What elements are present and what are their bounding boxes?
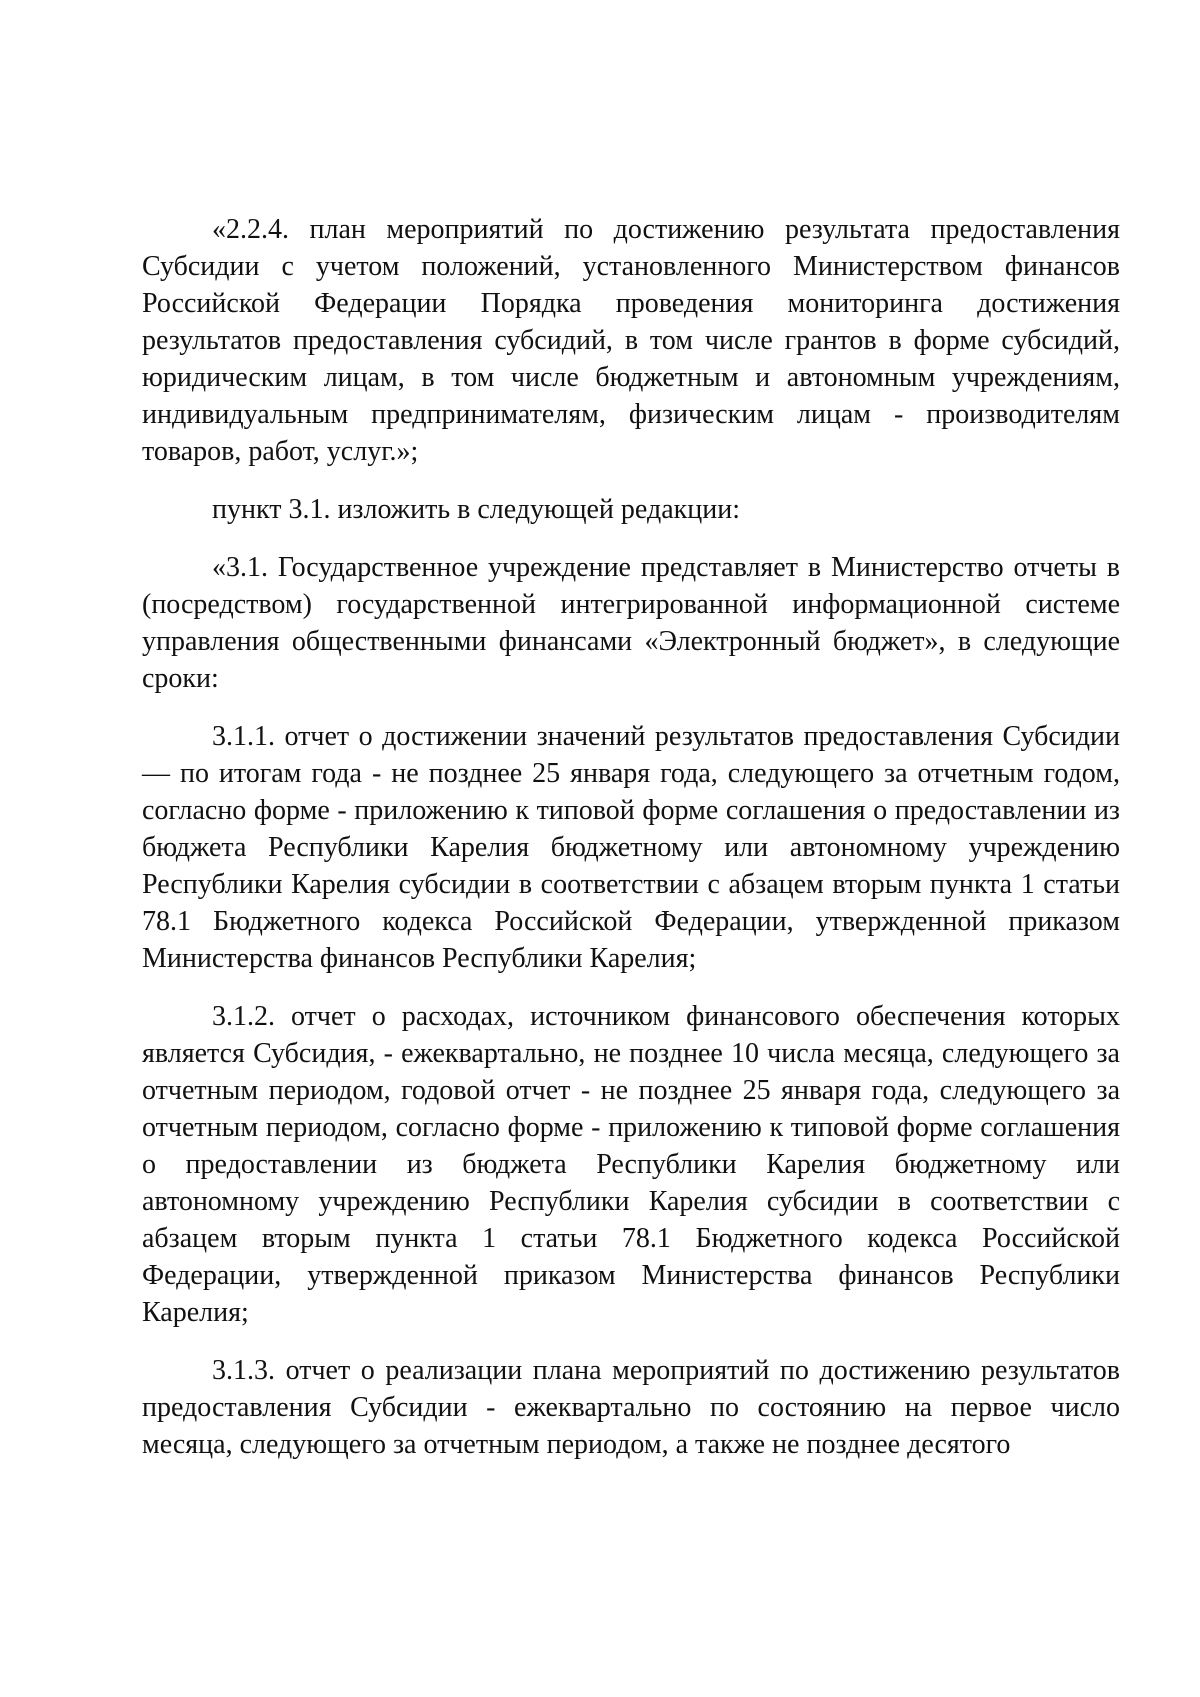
paragraph-2-2-4: «2.2.4. план мероприятий по достижению результата предоставления Субсидии с учетом положений, установленного Министерством финансов Российской Федерации Порядка проведения мониторинга достижения результатов предоставления субсидий, в том числе грантов в форме субсидий, юридическим лицам, в том числе бюджетным и автономным учреждениям, индивидуальным предпринимателям, физическим лицам - производителям товаров, работ, услуг.»; [142, 214, 1120, 467]
paragraph-amendment-intro: пункт 3.1. изложить в следующей редакции: [212, 494, 740, 525]
document-body [142, 211, 1120, 1484]
paragraph-3-1-3: 3.1.3. отчет о реализации плана мероприятий по достижению результатов предоставления Субсидии - ежеквартально по состоянию на первое число месяца, следующего за отчетным периодом, а также не позднее десятого [142, 1355, 1120, 1460]
paragraph-3-1-2: 3.1.2. отчет о расходах, источником финансового обеспечения которых является Субсидия, - ежеквартально, не позднее 10 числа месяца, следующего за отчетным периодом, годовой отчет - не позднее 25 января года, следующего за отчетным периодом, согласно форме - приложению к типовой форме соглашения о предоставлении из бюджета Республики Карелия бюджетному или автономному учреждению Республики Карелия субсидии в соответствии с абзацем вторым пункта 1 статьи 78.1 Бюджетного кодекса Российской Федерации, утвержденной приказом Министерства финансов Республики Карелия; [142, 1001, 1120, 1328]
paragraph-3-1-1: 3.1.1. отчет о достижении значений результатов предоставления Субсидии — по итогам года - не позднее 25 января года, следующего за отчетным годом, согласно форме - приложению к типовой форме соглашения о предоставлении из бюджета Республики Карелия бюджетному или автономному учреждению Республики Карелия субсидии в соответствии с абзацем вторым пункта 1 статьи 78.1 Бюджетного кодекса Российской Федерации, утвержденной приказом Министерства финансов Республики Карелия; [142, 721, 1120, 974]
paragraph-3-1: «3.1. Государственное учреждение представляет в Министерство отчеты в (посредством) государственной интегрированной информационной системе управления общественными финансами «Электронный бюджет», в следующие сроки: [142, 552, 1120, 694]
